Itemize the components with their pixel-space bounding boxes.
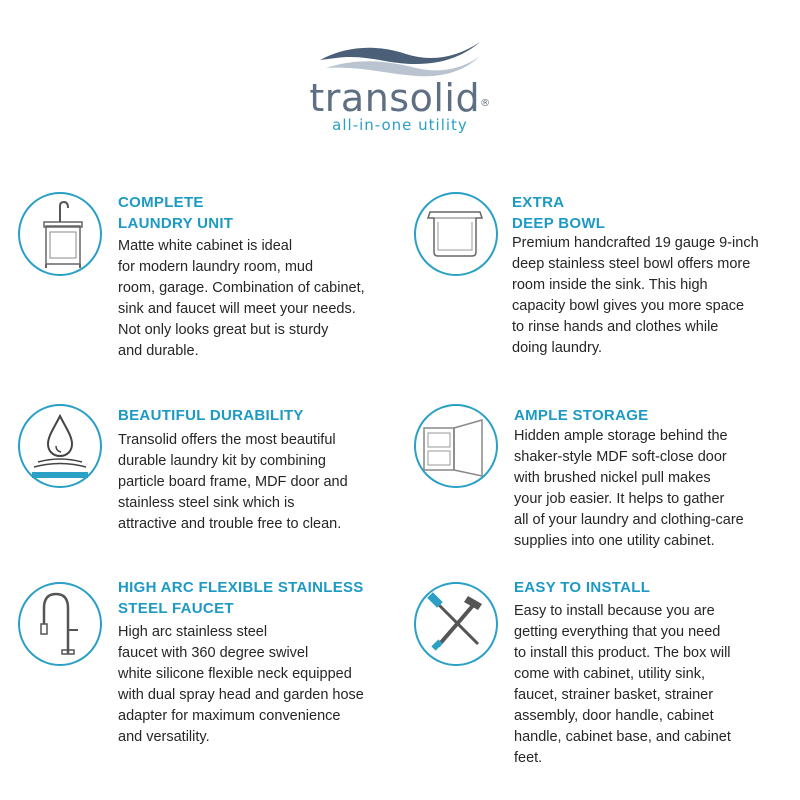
feature-title-extra-deep-bowl: EXTRA DEEP BOWL — [512, 194, 606, 232]
feature-title-flexible-faucet: HIGH ARC FLEXIBLE STAINLESS STEEL FAUCET — [118, 579, 364, 617]
feature-title-complete-laundry-unit: COMPLETE LAUNDRY UNIT — [118, 194, 234, 232]
utility-sink-cabinet-icon — [18, 192, 102, 276]
deep-bowl-icon — [414, 192, 498, 276]
feature-body-complete-laundry-unit: Matte white cabinet is ideal for modern laundry room, mud room, garage. Combination of cabinet, sink and faucet will meet your needs. Not only looks great but is sturdy and durable. — [118, 238, 365, 359]
feature-body-extra-deep-bowl: Premium handcrafted 19 gauge 9-inch deep stainless steel bowl offers more room inside the sink. This high capacity bowl gives you more space to rinse hands and clothes while doing laundry. — [512, 235, 759, 356]
feature-title-ample-storage: AMPLE STORAGE — [514, 407, 649, 424]
feature-title-beautiful-durability: BEAUTIFUL DURABILITY — [118, 407, 304, 424]
brand-logo — [300, 34, 500, 134]
cabinet-door-icon — [414, 404, 498, 488]
screwdriver-hammer-icon — [414, 582, 498, 666]
feature-body-flexible-faucet: High arc stainless steel faucet with 360 degree swivel white silicone flexible neck equipped with dual spray head and garden hose adapter for maximum convenience and versatility. — [118, 624, 364, 745]
brand-name: transolid® — [309, 76, 491, 120]
feature-body-easy-to-install: Easy to install because you are getting everything that you need to install this product. The box will come with cabinet, utility sink, faucet, strainer basket, strainer assembly, door handle, cabinet handle, cabinet base, and cabinet feet. — [514, 603, 731, 766]
brand-tagline: all-in-one utility — [332, 116, 468, 134]
feature-body-ample-storage: Hidden ample storage behind the shaker-style MDF soft-close door with brushed nickel pull makes your job easier. It helps to gather all of your laundry and clothing-care supplies into one utility cabinet. — [514, 428, 744, 549]
feature-body-beautiful-durability: Transolid offers the most beautiful durable laundry kit by combining particle board frame, MDF door and stainless steel sink which is attractive and trouble free to clean. — [118, 432, 348, 532]
faucet-icon — [18, 582, 102, 666]
water-drop-icon — [18, 404, 102, 488]
feature-title-easy-to-install: EASY TO INSTALL — [514, 579, 651, 596]
